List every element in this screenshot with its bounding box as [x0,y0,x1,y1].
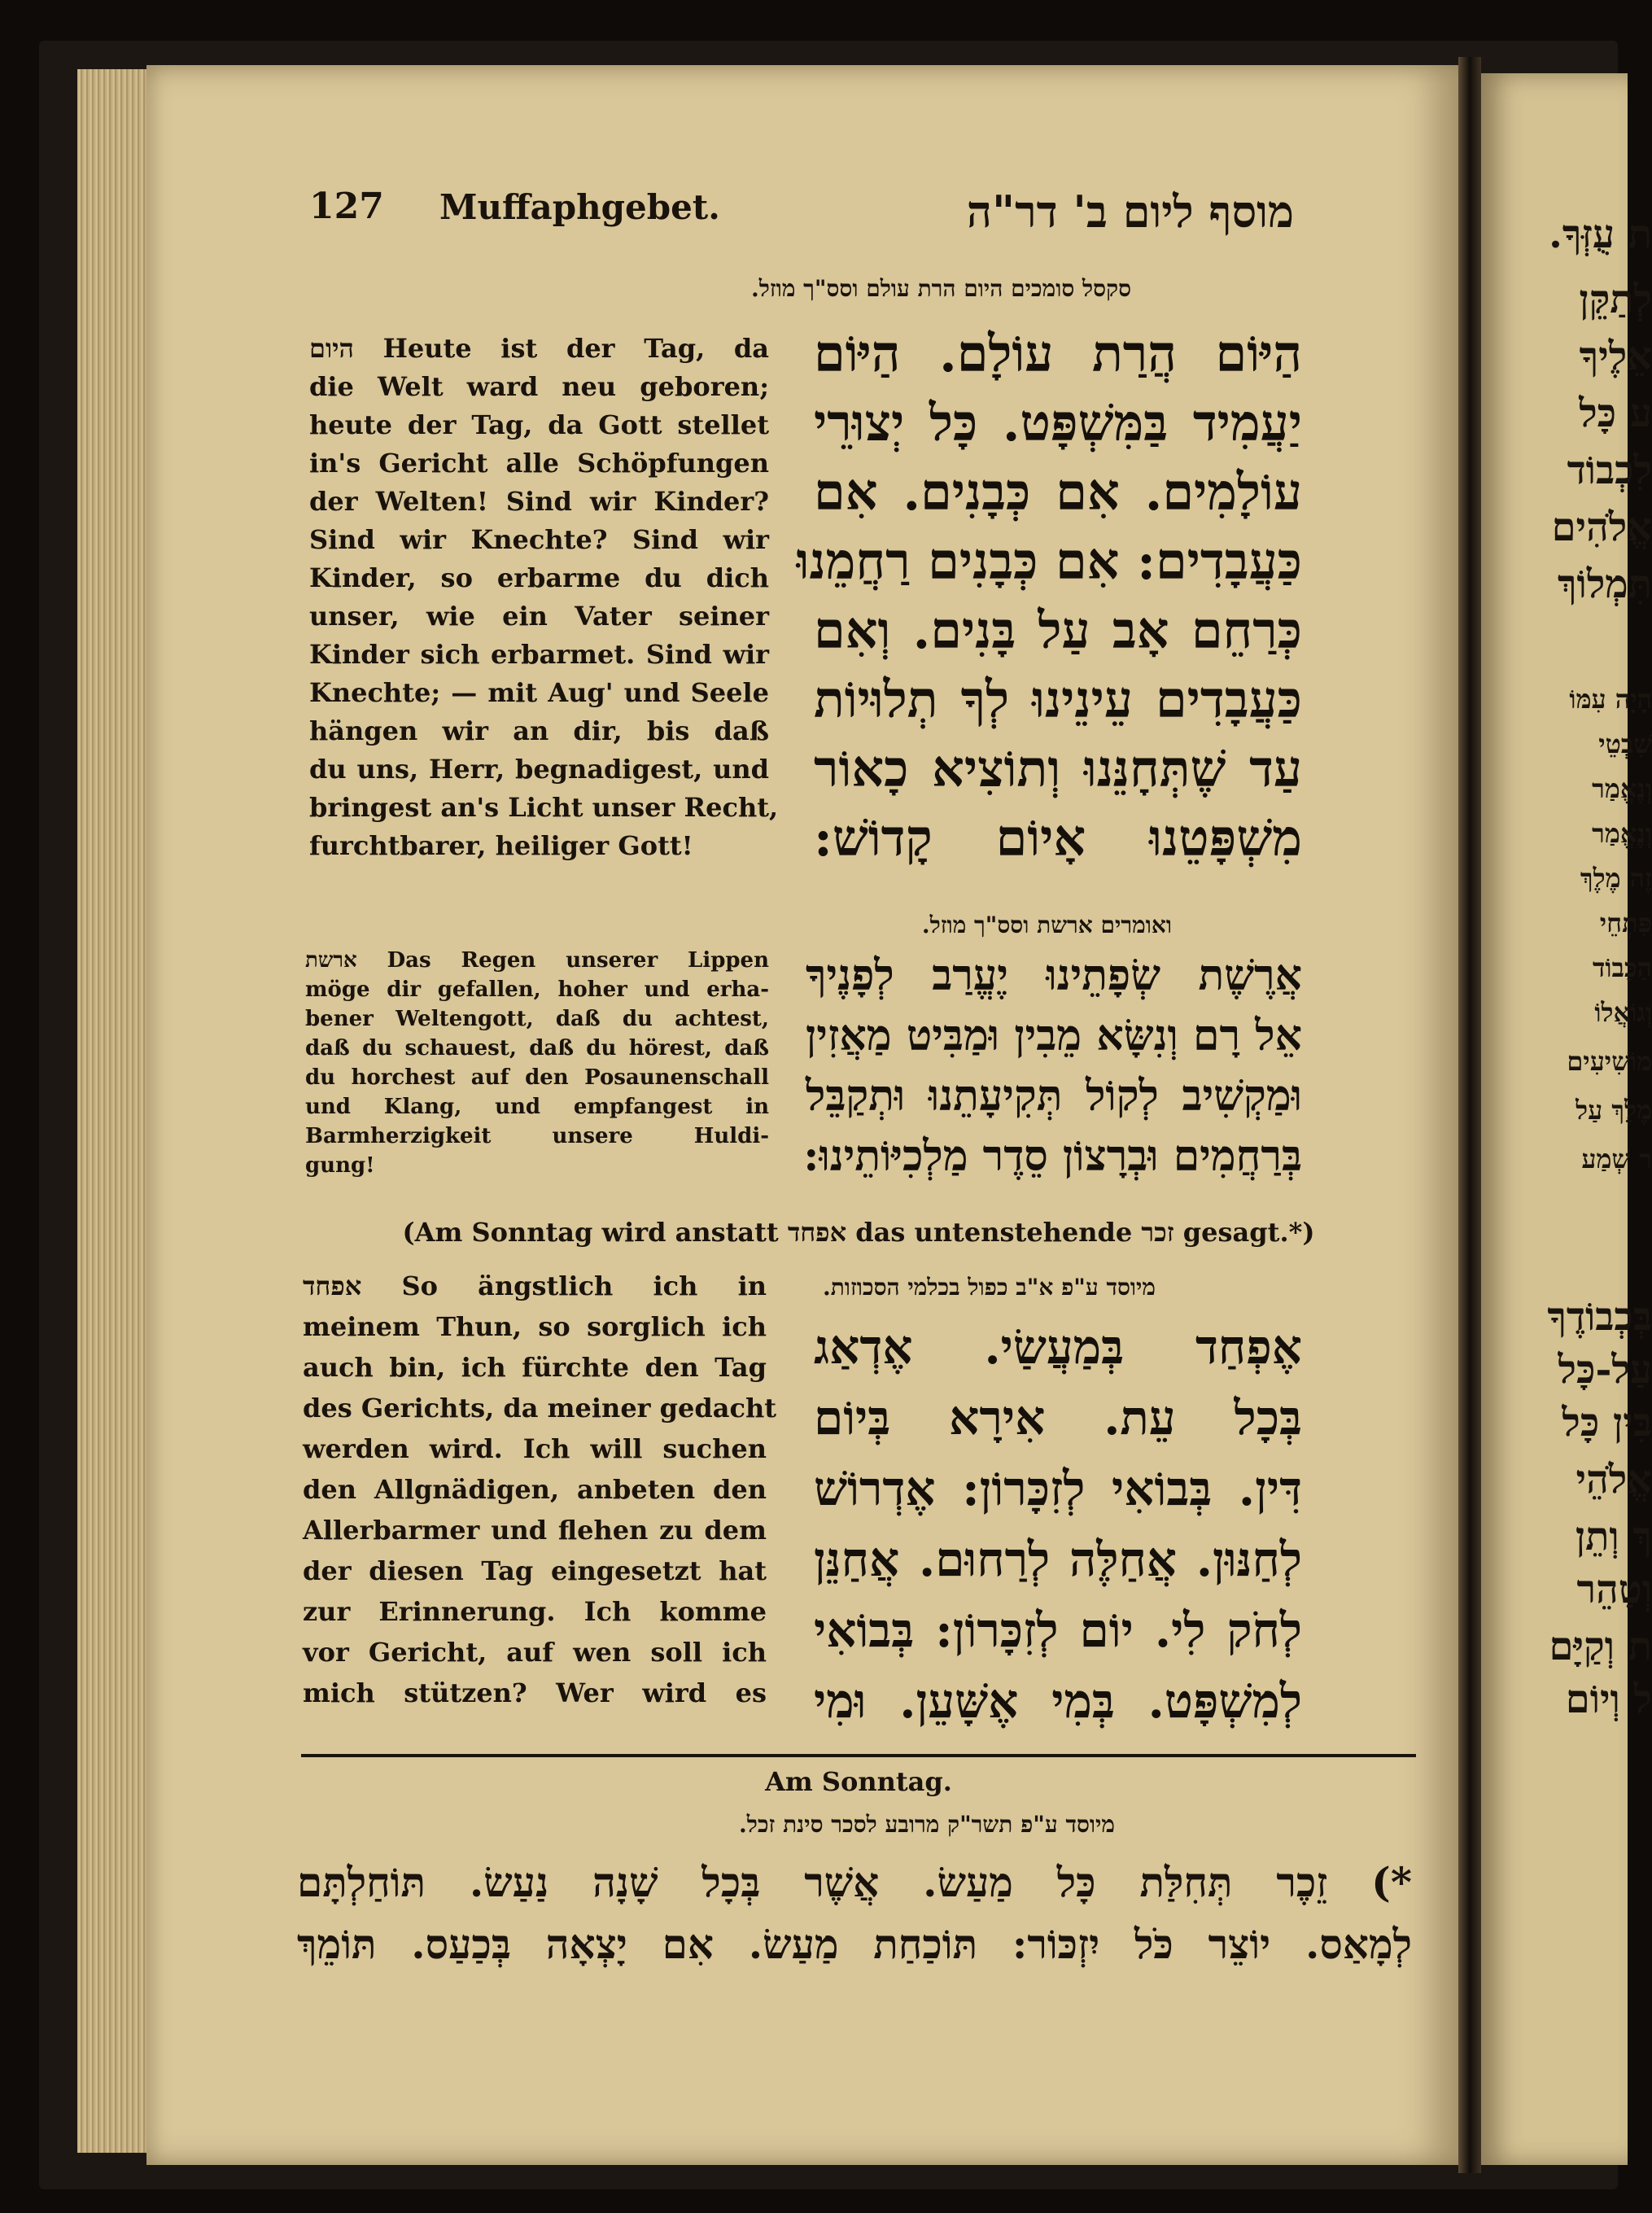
german-line: die Welt ward neu geboren; [309,371,769,402]
book-gutter [1458,57,1481,2173]
hebrew-line: אֲרֶשֶׁת שְׂפָתֵינוּ יֶעֱרַב לְפָנֶיךָ [806,951,1302,1000]
german-line: unser, wie ein Vater seiner [309,601,769,632]
right-page-line: לִכְבוֹד [1567,448,1652,493]
german-line: bener Weltengott, daß du achtest, [305,1007,769,1031]
footer-divider [301,1754,1416,1757]
section1-hebrew [796,319,1302,873]
german-line: der diesen Tag eingesetzt hat [303,1555,767,1586]
german-line: der Welten! Sind wir Kinder? [309,486,769,517]
hebrew-line: בְּכָל עֵת. אִירָא בְּיוֹם [814,1390,1302,1445]
german-line: gung! [305,1153,375,1178]
german-line: אפחד So ängstlich ich in [303,1271,767,1301]
page-edges [77,69,155,2153]
german-line: und Klang, und empfangest in [305,1095,769,1119]
german-line: du uns, Herr, begnadigest, und [309,754,769,785]
german-line: du horchest auf den Posaunenschall [305,1065,769,1090]
right-page-line: וְגוֹאֲלוֹ [1594,997,1652,1028]
hebrew-line: אֵל רָם וְנִשָּׂא מֵבִין וּמַבִּיט מַאֲזִין [806,1011,1302,1061]
right-page [1481,73,1652,2165]
section3-note: מיוסד ע"פ א"ב כפול בכלמי הסכוזות. [822,1274,1156,1301]
german-line: werden wird. Ich will suchen [303,1433,767,1464]
hebrew-line: וּמַקְשִׁיב לְקוֹל תְּקִיעָתֵנוּ וּתְקַבֵּל [806,1071,1302,1121]
german-line: daß du schauest, daß du hörest, daß [305,1036,769,1061]
german-line: היום Heute ist der Tag, da [309,333,769,364]
german-line: den Allgnädigen, anbeten den [303,1474,767,1505]
page-number: 127 [309,186,384,227]
right-page-line: וְנֶאֱמַר [1592,818,1652,849]
german-line: furchtbarer, heiliger Gott! [309,830,693,861]
german-line: auch bin, ich fürchte den Tag [303,1352,767,1383]
hebrew-line: אֶפְחַד בְּמַעֲשַׂי. אֶדְאַג [814,1319,1302,1375]
right-page-line: בְּכְבוֹדֶךָ [1547,1294,1652,1340]
running-title-hebrew: מוסף ליום ב' דר"ה [966,186,1294,238]
german-line: ארשת Das Regen unserer Lippen [305,948,769,973]
german-line: Allerbarmer und flehen zu dem [303,1515,767,1546]
hebrew-line: כַּעֲבָדִים: אִם כְּבָנִים רַחֲמֵנוּ [796,531,1302,591]
section2-hebrew [803,946,1302,1187]
right-page-line: אֱלֹהֵי [1576,1457,1652,1502]
section3-german [303,1266,777,1713]
right-page-line: מֶלֶךְ עַל [1576,1095,1652,1126]
hebrew-line: דִּין. בְּבוֹאִי לְזִכָּרוֹן: אֶדְרוֹשׁ [814,1461,1302,1516]
german-line: bringest an's Licht unser Recht, [309,792,779,823]
section2-german [305,946,769,1180]
section3-hebrew [814,1312,1302,1737]
right-page-line: בִּין כָּל [1562,1400,1652,1445]
right-page-line: ךְ וְתֵן [1575,1514,1652,1559]
german-line: Barmherzigkeit unsere Huldi- [305,1124,769,1148]
right-page-line: אֱלֹהִים [1551,505,1652,550]
german-line: in's Gericht alle Schöpfungen [309,448,769,479]
right-page-line: לְתַקֵּן [1579,277,1652,322]
hebrew-line: לְחֹק לִי. יוֹם לְזִכָּרוֹן: בְּבוֹאִי [814,1603,1302,1658]
right-page-line: זֶה מֶלֶךְ [1580,863,1652,894]
german-line: mich stützen? Wer wird es [303,1677,767,1708]
right-page-line: ל וְיוֹם [1565,1677,1652,1722]
right-page-line: מוֹשִׁיעִים [1567,1046,1652,1077]
right-page-line: וְטַהֵר [1576,1567,1652,1612]
sunday-note: (Am Sonntag wird anstatt אפחד das untenstehende זכר gesagt.*) [402,1217,1315,1248]
hebrew-line: יַעֲמִיד בַּמִּשְׁפָּט. כָּל יְצוּרֵי [814,393,1302,453]
right-page-line: תִּמְלוֹךְ [1557,562,1652,607]
hebrew-line: הַיּוֹם הֲרַת עוֹלָם. הַיּוֹם [814,324,1302,383]
german-line: Kinder, so erbarme du dich [309,562,769,593]
section1-note: סקסל סומכים היום הרת עולם וסס"ך מוזל. [751,275,1131,302]
right-page-line: הָיָה עִמּוֹ [1569,684,1652,715]
section1-german [309,330,779,865]
section2-note: ואומרים ארשת וסס"ך מוזל. [921,912,1172,938]
german-line: Knechte; — mit Aug' und Seele [309,677,769,708]
german-line: hängen wir an dir, bis daß [309,715,769,746]
german-line: Kinder sich erbarmet. Sind wir [309,639,769,670]
hebrew-line: בְּרַחֲמִים וּבְרָצוֹן סֵדֶר מַלְכִיּוֹתֵינוּ: [803,1131,1302,1181]
right-page-line: שִׁבְטֵי [1598,728,1652,759]
hebrew-line: מִשְׁפָּטֵנוּ אָיוֹם קָדוֹשׁ: [814,808,1302,868]
right-page-line: ר שְׁמַע [1581,1144,1652,1174]
right-page-line: ת וְקַיָּם [1549,1624,1652,1669]
running-title-german: Muffaphgebet. [439,187,720,227]
right-page-line: הַכָּבוֹד [1592,952,1652,983]
hebrew-line: לְמִשְׁפָּט. בְּמִי אֶשָּׁעֵן. וּמִי [814,1673,1302,1729]
hebrew-line: עַד שֶׁתְּחָנֵּנוּ וְתוֹצִיא כָאוֹר [814,739,1302,798]
right-page-line: ת עֻזְּךָ. [1549,212,1652,257]
right-page-line: פִּתְחֵי [1599,908,1652,938]
right-page-line: עַל-כָּל [1558,1347,1652,1393]
german-line: heute der Tag, da Gott stellet [309,409,769,440]
german-line: vor Gericht, auf wen soll ich [303,1637,767,1668]
hebrew-line: לְחַנּוּן. אֲחַלֶּה לְרַחוּם. אֲחַנֵּן [814,1532,1302,1587]
hebrew-line: עוֹלָמִים. אִם כְּבָנִים. אִם [814,462,1302,522]
right-page-line: ע כָּל [1579,391,1652,436]
german-line: meinem Thun, so sorglich ich [303,1311,767,1342]
footer-note: מיוסד ע"פ תשר"ק מרובע לסכר סינת זכל. [739,1811,1115,1838]
german-line: des Gerichts, da meiner gedacht [303,1393,777,1424]
right-page-line: וְנֶאֱמַר [1592,773,1652,804]
german-line: möge dir gefallen, hoher und erha- [305,977,769,1002]
right-page-line: אֵלֶיךָ [1579,334,1652,379]
footer-line: לְמָאַס. יוֹצֵר כֹּל יִזְכּוֹר: תּוֹכַחַת מַעַשׂ. אִם יָצְאָה בְּכַעַס. תּוֹמֵךְ [297,1920,1412,1968]
hebrew-line: כַּעֲבָדִים עֵינֵינוּ לְךָ תְלוּיוֹת [814,670,1302,729]
footer-hebrew [297,1852,1412,1975]
hebrew-line: כְּרַחֵם אָב עַל בָּנִים. וְאִם [814,601,1302,660]
page-header [309,186,1318,243]
footer-heading: Am Sonntag. [765,1766,952,1797]
german-line: zur Erinnerung. Ich komme [303,1596,767,1627]
german-line: Sind wir Knechte? Sind wir [309,524,769,555]
footer-line: *) זֵכֶר תְּחִלַּת כָּל מַעַשׂ. אֲשֶׁר בְּכָל שָׁנָה נַעַשׂ. תּוֹחַלְתָּם [297,1858,1412,1906]
